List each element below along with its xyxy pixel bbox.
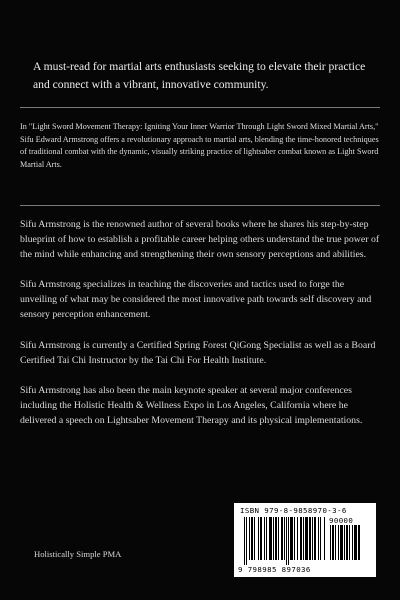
barcode-bar bbox=[254, 517, 255, 560]
barcode-bar bbox=[288, 517, 289, 565]
isbn-label: ISBN 979-8-9858970-3-6 bbox=[240, 506, 347, 515]
barcode-bar bbox=[286, 517, 287, 565]
ean-barcode-bars bbox=[244, 517, 326, 565]
barcode-bar bbox=[349, 525, 350, 560]
isbn-barcode bbox=[234, 503, 376, 577]
barcode-bar bbox=[338, 525, 339, 560]
barcode-bar bbox=[278, 517, 279, 560]
barcode-bar bbox=[290, 517, 293, 560]
barcode-bar bbox=[352, 525, 353, 560]
bio-paragraph: Sifu Armstrong is currently a Certified Spring Forest QiGong Specialist as well as a Board Certified Tai Chi Instructor by the Tai Chi For Health Institute. bbox=[20, 339, 376, 366]
barcode-bar bbox=[300, 517, 302, 560]
barcode-bar bbox=[305, 517, 308, 560]
barcode-bar bbox=[335, 525, 336, 560]
barcode-bar bbox=[258, 517, 259, 560]
barcode-bar bbox=[273, 517, 274, 560]
barcode-bar bbox=[314, 517, 316, 560]
barcode-bar bbox=[346, 525, 348, 560]
barcode-bar bbox=[275, 517, 277, 560]
barcode-bar bbox=[330, 525, 331, 560]
barcode-bar bbox=[340, 525, 343, 560]
barcode-bar bbox=[309, 517, 311, 560]
barcode-bar bbox=[332, 525, 334, 560]
barcode-bar bbox=[320, 517, 321, 560]
price-code: 90000 bbox=[329, 516, 354, 525]
barcode-bar bbox=[251, 517, 253, 560]
barcode-bar bbox=[260, 517, 262, 560]
barcode-bar bbox=[264, 517, 265, 560]
barcode-bar bbox=[246, 517, 247, 565]
ean-digits: 9 798985 897036 bbox=[238, 565, 311, 574]
barcode-bar bbox=[312, 517, 313, 560]
barcode-bar bbox=[244, 517, 245, 565]
barcode-bar bbox=[269, 517, 272, 560]
top-divider bbox=[20, 107, 380, 108]
barcode-bar bbox=[344, 525, 345, 560]
barcode-bar bbox=[266, 517, 267, 560]
bio-paragraph: Sifu Armstrong is the renowned author of several books where he shares his step-by-step blueprint of how to establish a profitable career helping others understand the true power of the mind while enhancing and strengthening their own sensory perceptions and abilities. bbox=[20, 219, 380, 261]
bio-paragraph: Sifu Armstrong has also been the main keynote speaker at several major conferences including the Holistic Health & Wellness Expo in Los Angeles, California where he delivered a speech on Lightsaber Movement Therapy and its physical implementations. bbox=[20, 384, 363, 426]
barcode-bar bbox=[249, 517, 250, 560]
bio-paragraph: Sifu Armstrong specializes in teaching the discoveries and tactics used to forge the unveiling of what may be considered the most innovative path towards self discovery and sensory perception enhancement. bbox=[20, 279, 372, 321]
barcode-bar bbox=[284, 517, 285, 560]
tagline: A must-read for martial arts enthusiasts seeking to elevate their practice and connect with a vibrant, innovative community. bbox=[33, 60, 366, 91]
bottom-divider bbox=[20, 205, 380, 206]
author-bio bbox=[20, 217, 380, 443]
barcode-bar bbox=[281, 517, 283, 560]
barcode-bar bbox=[358, 525, 360, 560]
intro-paragraph: In "Light Sword Movement Therapy: Igniting Your Inner Warrior Through Light Sword Mixed Martial Arts," Sifu Edward Armstrong offers a revolutionary approach to martial arts, blending the time-honored techniques of traditional combat with the dynamic, visually striking practice of lightsaber combat known as Light Sword Martial Arts. bbox=[20, 122, 379, 169]
barcode-bar bbox=[297, 517, 298, 560]
barcode-bar bbox=[318, 517, 319, 560]
barcode-bar bbox=[354, 525, 357, 560]
barcode-bar bbox=[324, 517, 325, 560]
barcode-bar bbox=[294, 517, 295, 560]
publisher-name: Holistically Simple PMA bbox=[34, 549, 122, 559]
addon-barcode-bars bbox=[330, 525, 370, 565]
barcode-bar bbox=[303, 517, 304, 560]
